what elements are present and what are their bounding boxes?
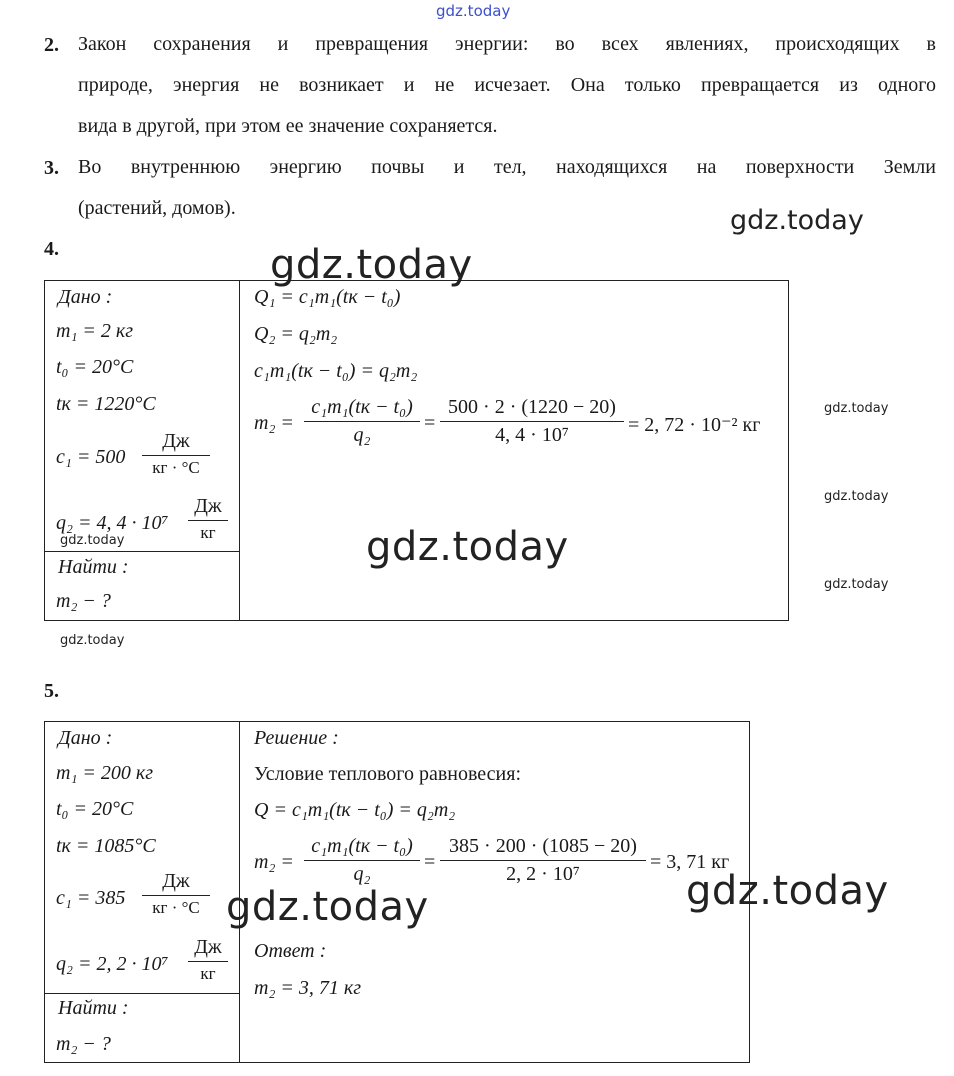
problem-5-eq2-frac2-den: 2, 2 · 10⁷ [506, 863, 580, 885]
item-3-number: 3. [44, 157, 59, 179]
problem-4-c1: c₁ = 500 [56, 446, 126, 468]
problem-5-t0: t₀ = 20°C [56, 798, 134, 820]
problem-5-m1: m₁ = 200 кг [56, 762, 154, 784]
watermark-small-2: gdz.today [824, 489, 889, 504]
problem-4-eq4-frac1 [304, 396, 420, 447]
problem-5-q2-unit-num: Дж [188, 936, 228, 962]
watermark-big-3: gdz.today [686, 868, 889, 914]
problem-4-eq4-lhs: m₂ = [254, 412, 294, 434]
problem-5-divider-h [44, 993, 240, 994]
problem-5-tk: tк = 1085°C [56, 835, 156, 857]
problem-4-q2-unit [188, 495, 228, 543]
problem-4-number: 4. [44, 238, 59, 260]
problem-5-answer-label: Ответ : [254, 940, 327, 962]
problem-5-q2-unit [188, 936, 228, 984]
problem-4-divider-h [44, 551, 240, 552]
problem-5-eq2-frac2-num: 385 · 200 · (1085 − 20) [440, 835, 646, 861]
problem-4-eq4-frac2-num: 500 · 2 · (1220 − 20) [440, 396, 624, 422]
problem-5-number: 5. [44, 680, 59, 702]
problem-5-eq2-eq: = [424, 851, 436, 873]
watermark-small-5: gdz.today [60, 633, 125, 648]
problem-5-c1: c₁ = 385 [56, 887, 126, 909]
problem-4-eq1: Q₁ = c₁m₁(tк − t₀) [254, 286, 401, 308]
problem-5-solution-label: Решение : [254, 727, 339, 749]
problem-5-eq2-frac1-num: c₁m₁(tк − t₀) [304, 835, 420, 861]
problem-4-find-label: Найти : [58, 556, 129, 578]
item-2-line-2: природе, энергия не возникает и не исчезает. Она только превращается из одного [78, 74, 936, 96]
item-2-text [78, 24, 936, 147]
problem-4-t0: t₀ = 20°C [56, 356, 134, 378]
problem-5-eq2-result: = 3, 71 кг [650, 851, 730, 873]
problem-4-eq4-frac2 [440, 396, 624, 447]
problem-5-condition: Условие теплового равновесия: [254, 763, 522, 785]
problem-5-answer-value: m₂ = 3, 71 кг [254, 977, 362, 999]
problem-4-m1: m₁ = 2 кг [56, 320, 134, 342]
watermark-big-1: gdz.today [270, 242, 473, 288]
watermark-small-1: gdz.today [824, 401, 889, 416]
problem-5-eq2-frac1 [304, 835, 420, 886]
problem-4-q2-unit-num: Дж [188, 495, 228, 521]
problem-4-eq4-eq: = [424, 412, 436, 434]
watermark-small-4: gdz.today [60, 533, 125, 548]
problem-5-c1-unit-num: Дж [142, 870, 210, 896]
item-2-line-3: вида в другой, при этом ее значение сохраняется. [78, 115, 498, 137]
problem-4-q2: q₂ = 4, 4 · 10⁷ [56, 512, 169, 534]
problem-5-q2-unit-den: кг [200, 964, 216, 983]
problem-5-c1-unit-den: кг · °C [152, 898, 200, 917]
watermark-right-1: gdz.today [730, 205, 864, 236]
problem-4-divider-v [239, 280, 240, 621]
problem-4-eq3: c₁m₁(tк − t₀) = q₂m₂ [254, 360, 418, 382]
problem-5-q2: q₂ = 2, 2 · 10⁷ [56, 953, 169, 975]
problem-5-find-value: m₂ − ? [56, 1033, 111, 1055]
item-3-line-2: (растений, домов). [78, 197, 236, 219]
problem-5-divider-v [239, 721, 240, 1063]
problem-4-c1-unit [142, 430, 210, 478]
problem-4-eq4-frac1-den: q₂ [353, 424, 371, 446]
problem-4-tk: tк = 1220°C [56, 393, 156, 415]
problem-5-eq2-frac2 [440, 835, 646, 886]
problem-4-c1-unit-den: кг · °C [152, 458, 200, 477]
problem-4-eq4-result: = 2, 72 · 10⁻² кг [628, 414, 761, 436]
problem-4-q2-unit-den: кг [200, 523, 216, 542]
watermark-big-2: gdz.today [366, 524, 569, 570]
watermark-big-4: gdz.today [226, 884, 429, 930]
problem-5-given-label: Дано : [58, 727, 113, 749]
watermark-top: gdz.today [436, 2, 511, 20]
problem-5-find-label: Найти : [58, 997, 129, 1019]
problem-4-c1-unit-num: Дж [142, 430, 210, 456]
watermark-small-3: gdz.today [824, 577, 889, 592]
item-3-text [78, 147, 936, 229]
problem-5-eq2-frac1-den: q₂ [353, 863, 371, 885]
problem-4-eq4-frac1-num: c₁m₁(tк − t₀) [304, 396, 420, 422]
problem-4-eq2: Q₂ = q₂m₂ [254, 323, 338, 345]
item-2-number: 2. [44, 34, 59, 56]
problem-4-eq4-frac2-den: 4, 4 · 10⁷ [495, 424, 569, 446]
problem-5-c1-unit [142, 870, 210, 918]
problem-4-find-value: m₂ − ? [56, 590, 111, 612]
problem-5-eq2-lhs: m₂ = [254, 851, 294, 873]
item-2-line-1: Закон сохранения и превращения энергии: во всех явлениях, происходящих в [78, 33, 936, 55]
item-3-line-1: Во внутреннюю энергию почвы и тел, находящихся на поверхности Земли [78, 156, 936, 178]
problem-4-given-label: Дано : [58, 286, 113, 308]
problem-5-eq1: Q = c₁m₁(tк − t₀) = q₂m₂ [254, 799, 456, 821]
